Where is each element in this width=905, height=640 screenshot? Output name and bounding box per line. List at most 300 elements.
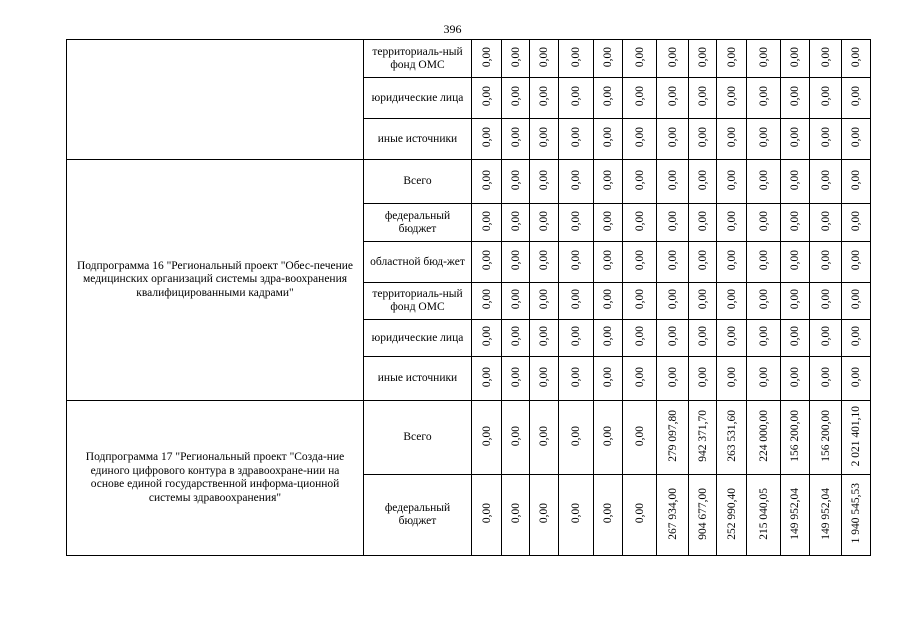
value-text: 267 934,00 xyxy=(666,487,679,540)
value-text: 0,00 xyxy=(850,46,862,68)
value-text: 0,00 xyxy=(850,169,862,191)
value-text: 0,00 xyxy=(538,250,550,271)
value-cell xyxy=(717,160,747,204)
funding-source-label: Всего xyxy=(364,401,472,475)
value-text: 0,00 xyxy=(696,46,709,68)
value-text: 0,00 xyxy=(633,326,646,347)
value-cell xyxy=(747,119,781,160)
value-text: 1 940 545,53 xyxy=(850,483,862,544)
value-cell xyxy=(842,204,871,242)
value-text: 0,00 xyxy=(633,127,646,148)
value-cell xyxy=(781,119,810,160)
value-cell xyxy=(623,78,657,119)
value-cell xyxy=(502,160,530,204)
value-text: 0,00 xyxy=(850,289,862,310)
value-cell xyxy=(810,475,842,556)
value-text: 0,00 xyxy=(819,366,832,388)
value-text: 0,00 xyxy=(602,326,614,347)
value-text: 0,00 xyxy=(850,250,862,271)
value-text: 0,00 xyxy=(757,250,770,271)
value-text: 0,00 xyxy=(725,46,738,68)
value-cell xyxy=(810,401,842,475)
value-cell xyxy=(623,242,657,283)
value-text: 0,00 xyxy=(570,86,582,107)
value-text: 0,00 xyxy=(480,127,493,148)
value-cell xyxy=(559,119,594,160)
value-text: 0,00 xyxy=(602,425,614,447)
value-text: 0,00 xyxy=(538,127,550,148)
value-cell xyxy=(810,40,842,78)
value-text: 0,00 xyxy=(633,210,646,232)
value-cell xyxy=(747,357,781,401)
value-text: 0,00 xyxy=(633,503,646,524)
value-text: 0,00 xyxy=(538,326,550,347)
value-text: 0,00 xyxy=(666,210,679,232)
value-text: 0,00 xyxy=(538,169,550,191)
value-cell xyxy=(559,242,594,283)
value-text: 0,00 xyxy=(570,46,582,68)
value-text: 0,00 xyxy=(509,366,522,388)
value-cell xyxy=(657,242,689,283)
value-cell xyxy=(781,283,810,320)
value-text: 0,00 xyxy=(602,86,614,107)
value-cell xyxy=(747,40,781,78)
value-cell xyxy=(747,204,781,242)
value-cell xyxy=(472,204,502,242)
value-cell xyxy=(747,283,781,320)
value-text: 0,00 xyxy=(602,289,614,310)
value-text: 0,00 xyxy=(538,425,550,447)
value-cell xyxy=(657,401,689,475)
value-text: 0,00 xyxy=(570,250,582,271)
value-text: 0,00 xyxy=(480,425,493,447)
value-cell xyxy=(810,160,842,204)
value-text: 0,00 xyxy=(819,46,832,68)
value-cell xyxy=(842,283,871,320)
subprogram-title: Подпрограмма 16 "Региональный проект "Обес-печение медицинских организаций системы здра-воохранения квалифицированными кадрами" xyxy=(67,160,364,401)
value-text: 0,00 xyxy=(509,250,522,271)
value-text: 0,00 xyxy=(509,326,522,347)
value-text: 0,00 xyxy=(509,425,522,447)
value-text: 149 952,04 xyxy=(819,487,832,540)
subprogram-title xyxy=(67,40,364,160)
value-text: 0,00 xyxy=(819,86,832,107)
value-text: 0,00 xyxy=(633,289,646,310)
value-cell xyxy=(472,401,502,475)
value-cell xyxy=(559,283,594,320)
value-cell xyxy=(810,357,842,401)
value-cell xyxy=(594,475,623,556)
value-text: 0,00 xyxy=(725,366,738,388)
value-text: 0,00 xyxy=(757,86,770,107)
value-text: 0,00 xyxy=(696,289,709,310)
value-text: 0,00 xyxy=(819,169,832,191)
value-text: 0,00 xyxy=(789,326,801,347)
value-cell xyxy=(781,40,810,78)
value-cell xyxy=(747,78,781,119)
value-text: 0,00 xyxy=(850,86,862,107)
value-cell xyxy=(717,401,747,475)
value-text: 0,00 xyxy=(789,169,801,191)
value-cell xyxy=(502,242,530,283)
value-cell xyxy=(559,475,594,556)
value-text: 0,00 xyxy=(666,250,679,271)
value-text: 0,00 xyxy=(666,289,679,310)
value-cell xyxy=(502,40,530,78)
value-cell xyxy=(502,119,530,160)
value-cell xyxy=(717,78,747,119)
value-cell xyxy=(747,242,781,283)
value-text: 149 952,04 xyxy=(789,487,801,540)
value-cell xyxy=(623,357,657,401)
value-cell xyxy=(810,204,842,242)
value-cell xyxy=(781,401,810,475)
value-cell xyxy=(842,78,871,119)
value-cell xyxy=(747,160,781,204)
value-cell xyxy=(623,119,657,160)
value-text: 0,00 xyxy=(666,127,679,148)
value-text: 0,00 xyxy=(602,127,614,148)
value-cell xyxy=(472,320,502,357)
value-cell xyxy=(657,78,689,119)
value-text: 0,00 xyxy=(633,250,646,271)
value-text: 0,00 xyxy=(538,46,550,68)
value-cell xyxy=(717,475,747,556)
value-text: 279 097,80 xyxy=(666,410,679,462)
value-cell xyxy=(781,475,810,556)
funding-source-label: федеральный бюджет xyxy=(364,204,472,242)
value-text: 2 021 401,10 xyxy=(850,405,862,467)
value-cell xyxy=(781,160,810,204)
value-cell xyxy=(530,242,559,283)
value-text: 0,00 xyxy=(819,326,832,347)
value-text: 0,00 xyxy=(480,366,493,388)
value-cell xyxy=(472,160,502,204)
value-cell xyxy=(530,283,559,320)
value-text: 0,00 xyxy=(538,366,550,388)
value-cell xyxy=(594,160,623,204)
value-text: 0,00 xyxy=(633,46,646,68)
table-row xyxy=(67,160,871,204)
value-cell xyxy=(530,320,559,357)
value-cell xyxy=(781,204,810,242)
value-text: 0,00 xyxy=(725,250,738,271)
value-cell xyxy=(657,204,689,242)
value-text: 224 000,00 xyxy=(757,410,770,462)
value-text: 0,00 xyxy=(696,169,709,191)
value-cell xyxy=(747,475,781,556)
value-cell xyxy=(689,475,717,556)
value-text: 0,00 xyxy=(725,326,738,347)
value-text: 0,00 xyxy=(480,503,493,524)
value-cell xyxy=(842,320,871,357)
value-cell xyxy=(689,78,717,119)
value-cell xyxy=(689,401,717,475)
value-text: 0,00 xyxy=(509,210,522,232)
value-cell xyxy=(530,78,559,119)
value-text: 0,00 xyxy=(757,46,770,68)
value-text: 0,00 xyxy=(789,46,801,68)
value-text: 0,00 xyxy=(602,250,614,271)
value-cell xyxy=(530,40,559,78)
value-cell xyxy=(842,160,871,204)
value-text: 0,00 xyxy=(819,250,832,271)
value-text: 0,00 xyxy=(757,289,770,310)
value-cell xyxy=(623,320,657,357)
value-cell xyxy=(623,160,657,204)
value-cell xyxy=(657,320,689,357)
value-cell xyxy=(810,320,842,357)
value-text: 0,00 xyxy=(633,169,646,191)
value-cell xyxy=(530,401,559,475)
funding-source-label: юридические лица xyxy=(364,320,472,357)
value-cell xyxy=(502,401,530,475)
value-cell xyxy=(502,357,530,401)
value-cell xyxy=(623,40,657,78)
value-cell xyxy=(472,283,502,320)
value-text: 0,00 xyxy=(819,210,832,232)
value-cell xyxy=(717,283,747,320)
value-text: 0,00 xyxy=(725,86,738,107)
value-cell xyxy=(472,119,502,160)
value-text: 0,00 xyxy=(789,127,801,148)
value-text: 0,00 xyxy=(757,127,770,148)
value-text: 0,00 xyxy=(602,210,614,232)
value-cell xyxy=(623,401,657,475)
subprogram-title: Подпрограмма 17 "Региональный проект "Созда-ние единого цифрового контура в здравоохране-нии на основе единой государственной информа-ционной системы здравоохранения" xyxy=(67,401,364,556)
value-cell xyxy=(530,357,559,401)
value-cell xyxy=(717,204,747,242)
funding-source-label: федеральный бюджет xyxy=(364,475,472,556)
value-cell xyxy=(502,320,530,357)
value-text: 0,00 xyxy=(538,86,550,107)
value-text: 0,00 xyxy=(602,366,614,388)
value-cell xyxy=(689,357,717,401)
value-cell xyxy=(689,160,717,204)
value-cell xyxy=(842,242,871,283)
value-text: 0,00 xyxy=(725,289,738,310)
value-cell xyxy=(810,119,842,160)
value-cell xyxy=(594,242,623,283)
value-text: 0,00 xyxy=(757,169,770,191)
value-cell xyxy=(689,119,717,160)
value-text: 0,00 xyxy=(570,503,582,524)
value-text: 0,00 xyxy=(602,503,614,524)
value-text: 0,00 xyxy=(633,425,646,447)
value-cell xyxy=(689,242,717,283)
value-cell xyxy=(594,40,623,78)
value-cell xyxy=(623,475,657,556)
value-cell xyxy=(810,242,842,283)
value-cell xyxy=(781,242,810,283)
value-cell xyxy=(747,401,781,475)
value-cell xyxy=(472,475,502,556)
value-text: 0,00 xyxy=(509,46,522,68)
value-cell xyxy=(842,119,871,160)
value-text: 0,00 xyxy=(480,46,493,68)
value-cell xyxy=(623,204,657,242)
value-text: 0,00 xyxy=(480,289,493,310)
page-number: 396 xyxy=(443,22,462,36)
value-cell xyxy=(559,40,594,78)
funding-source-label: юридические лица xyxy=(364,78,472,119)
value-text: 0,00 xyxy=(757,366,770,388)
value-cell xyxy=(810,78,842,119)
value-cell xyxy=(594,78,623,119)
value-text: 0,00 xyxy=(602,169,614,191)
value-text: 0,00 xyxy=(819,127,832,148)
value-text: 942 371,70 xyxy=(696,410,709,462)
value-text: 156 200,00 xyxy=(789,410,801,462)
value-cell xyxy=(657,475,689,556)
value-text: 0,00 xyxy=(696,210,709,232)
value-cell xyxy=(717,242,747,283)
value-cell xyxy=(717,320,747,357)
value-text: 0,00 xyxy=(480,326,493,347)
value-cell xyxy=(472,357,502,401)
value-text: 0,00 xyxy=(538,289,550,310)
value-cell xyxy=(559,320,594,357)
value-text: 0,00 xyxy=(666,86,679,107)
value-text: 0,00 xyxy=(819,289,832,310)
value-text: 0,00 xyxy=(696,250,709,271)
value-cell xyxy=(623,283,657,320)
value-text: 0,00 xyxy=(725,169,738,191)
value-text: 0,00 xyxy=(850,326,862,347)
table-row xyxy=(67,40,871,78)
value-cell xyxy=(594,401,623,475)
value-cell xyxy=(717,40,747,78)
value-cell xyxy=(472,242,502,283)
value-text: 0,00 xyxy=(789,86,801,107)
value-text: 0,00 xyxy=(757,210,770,232)
value-cell xyxy=(559,78,594,119)
value-cell xyxy=(747,320,781,357)
value-text: 0,00 xyxy=(789,289,801,310)
value-cell xyxy=(717,119,747,160)
value-text: 0,00 xyxy=(480,169,493,191)
value-text: 0,00 xyxy=(850,210,862,232)
value-cell xyxy=(781,357,810,401)
value-cell xyxy=(781,78,810,119)
value-text: 0,00 xyxy=(696,326,709,347)
value-text: 0,00 xyxy=(480,210,493,232)
value-text: 0,00 xyxy=(725,210,738,232)
value-cell xyxy=(842,40,871,78)
value-cell xyxy=(781,320,810,357)
value-cell xyxy=(559,357,594,401)
value-text: 0,00 xyxy=(850,127,862,148)
value-text: 0,00 xyxy=(666,326,679,347)
value-text: 0,00 xyxy=(570,210,582,232)
value-text: 0,00 xyxy=(696,127,709,148)
value-text: 0,00 xyxy=(696,366,709,388)
value-cell xyxy=(594,320,623,357)
value-cell xyxy=(657,283,689,320)
value-cell xyxy=(689,204,717,242)
value-text: 0,00 xyxy=(538,210,550,232)
value-cell xyxy=(530,475,559,556)
value-cell xyxy=(502,475,530,556)
value-text: 0,00 xyxy=(480,250,493,271)
value-text: 0,00 xyxy=(480,86,493,107)
funding-source-label: иные источники xyxy=(364,357,472,401)
value-cell xyxy=(657,119,689,160)
value-text: 0,00 xyxy=(666,366,679,388)
value-cell xyxy=(810,283,842,320)
table-row xyxy=(67,401,871,475)
value-text: 0,00 xyxy=(509,127,522,148)
value-text: 0,00 xyxy=(570,326,582,347)
funding-source-label: территориаль-ный фонд ОМС xyxy=(364,40,472,78)
value-text: 0,00 xyxy=(602,46,614,68)
value-cell xyxy=(530,119,559,160)
value-cell xyxy=(842,475,871,556)
value-text: 0,00 xyxy=(850,366,862,388)
value-text: 0,00 xyxy=(570,289,582,310)
value-cell xyxy=(842,401,871,475)
value-cell xyxy=(559,204,594,242)
value-text: 156 200,00 xyxy=(819,410,832,462)
value-text: 0,00 xyxy=(570,169,582,191)
value-cell xyxy=(689,283,717,320)
value-cell xyxy=(689,320,717,357)
value-text: 0,00 xyxy=(666,169,679,191)
value-cell xyxy=(657,40,689,78)
value-cell xyxy=(717,357,747,401)
value-text: 0,00 xyxy=(509,169,522,191)
value-text: 0,00 xyxy=(789,250,801,271)
value-text: 0,00 xyxy=(538,503,550,524)
value-text: 0,00 xyxy=(789,366,801,388)
value-cell xyxy=(657,160,689,204)
value-text: 0,00 xyxy=(509,289,522,310)
value-cell xyxy=(502,204,530,242)
value-cell xyxy=(657,357,689,401)
value-cell xyxy=(530,204,559,242)
value-cell xyxy=(689,40,717,78)
value-text: 0,00 xyxy=(696,86,709,107)
funding-source-label: иные источники xyxy=(364,119,472,160)
value-text: 0,00 xyxy=(725,127,738,148)
value-text: 252 990,40 xyxy=(725,487,738,540)
value-text: 0,00 xyxy=(633,366,646,388)
value-cell xyxy=(502,283,530,320)
value-cell xyxy=(594,204,623,242)
funding-source-label: областной бюд-жет xyxy=(364,242,472,283)
value-text: 0,00 xyxy=(509,503,522,524)
value-text: 0,00 xyxy=(789,210,801,232)
value-text: 0,00 xyxy=(570,127,582,148)
value-cell xyxy=(472,40,502,78)
value-cell xyxy=(472,78,502,119)
value-cell xyxy=(594,283,623,320)
budget-table xyxy=(66,39,871,556)
value-cell xyxy=(594,357,623,401)
value-text: 0,00 xyxy=(509,86,522,107)
value-cell xyxy=(559,401,594,475)
value-cell xyxy=(842,357,871,401)
value-text: 0,00 xyxy=(570,366,582,388)
value-text: 215 040,05 xyxy=(757,487,770,540)
value-text: 0,00 xyxy=(757,326,770,347)
value-cell xyxy=(559,160,594,204)
value-cell xyxy=(594,119,623,160)
value-cell xyxy=(530,160,559,204)
value-text: 0,00 xyxy=(570,425,582,447)
value-text: 0,00 xyxy=(633,86,646,107)
funding-source-label: территориаль-ный фонд ОМС xyxy=(364,283,472,320)
